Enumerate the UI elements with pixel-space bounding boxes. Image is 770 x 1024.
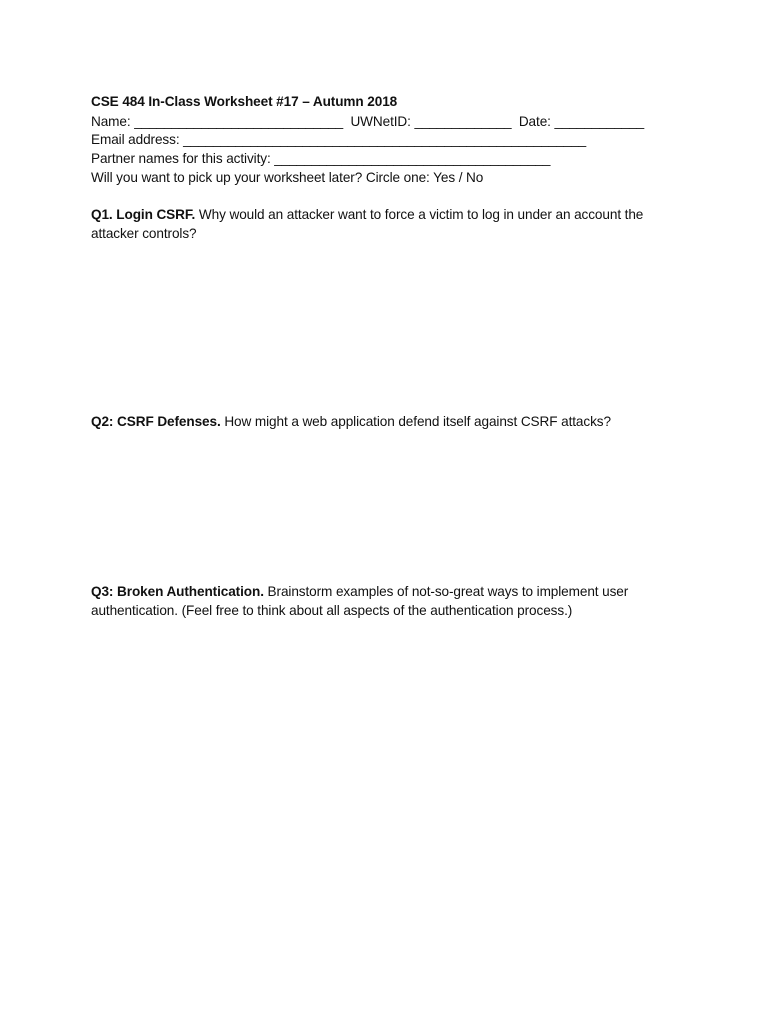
question-2-text: How might a web application defend itself against CSRF attacks?: [220, 414, 611, 429]
question-3: [91, 582, 691, 620]
question-1-text: Why would an attacker want to force a victim to log in under an account the attacker controls?: [91, 207, 644, 241]
question-1: [91, 205, 691, 243]
pickup-question-line: Will you want to pick up your worksheet later? Circle one: Yes / No: [91, 170, 484, 185]
worksheet-title: CSE 484 In-Class Worksheet #17 – Autumn 2018: [91, 94, 398, 109]
question-3-label: Q3: Broken Authentication.: [91, 584, 264, 599]
name-uwnetid-date-line: Name: ____________________________ UWNetID: _____________ Date: ____________: [91, 114, 645, 129]
question-2-label: Q2: CSRF Defenses.: [91, 414, 221, 429]
question-2: [91, 412, 691, 431]
question-1-label: Q1. Login CSRF.: [91, 207, 196, 222]
email-address-line: Email address: ______________________________________________________: [91, 132, 587, 147]
question-3-text: Brainstorm examples of not-so-great ways to implement user authentication. (Feel free to think about all aspects of the authentication process.): [91, 584, 629, 618]
partner-names-line: Partner names for this activity: _____________________________________: [91, 151, 551, 166]
